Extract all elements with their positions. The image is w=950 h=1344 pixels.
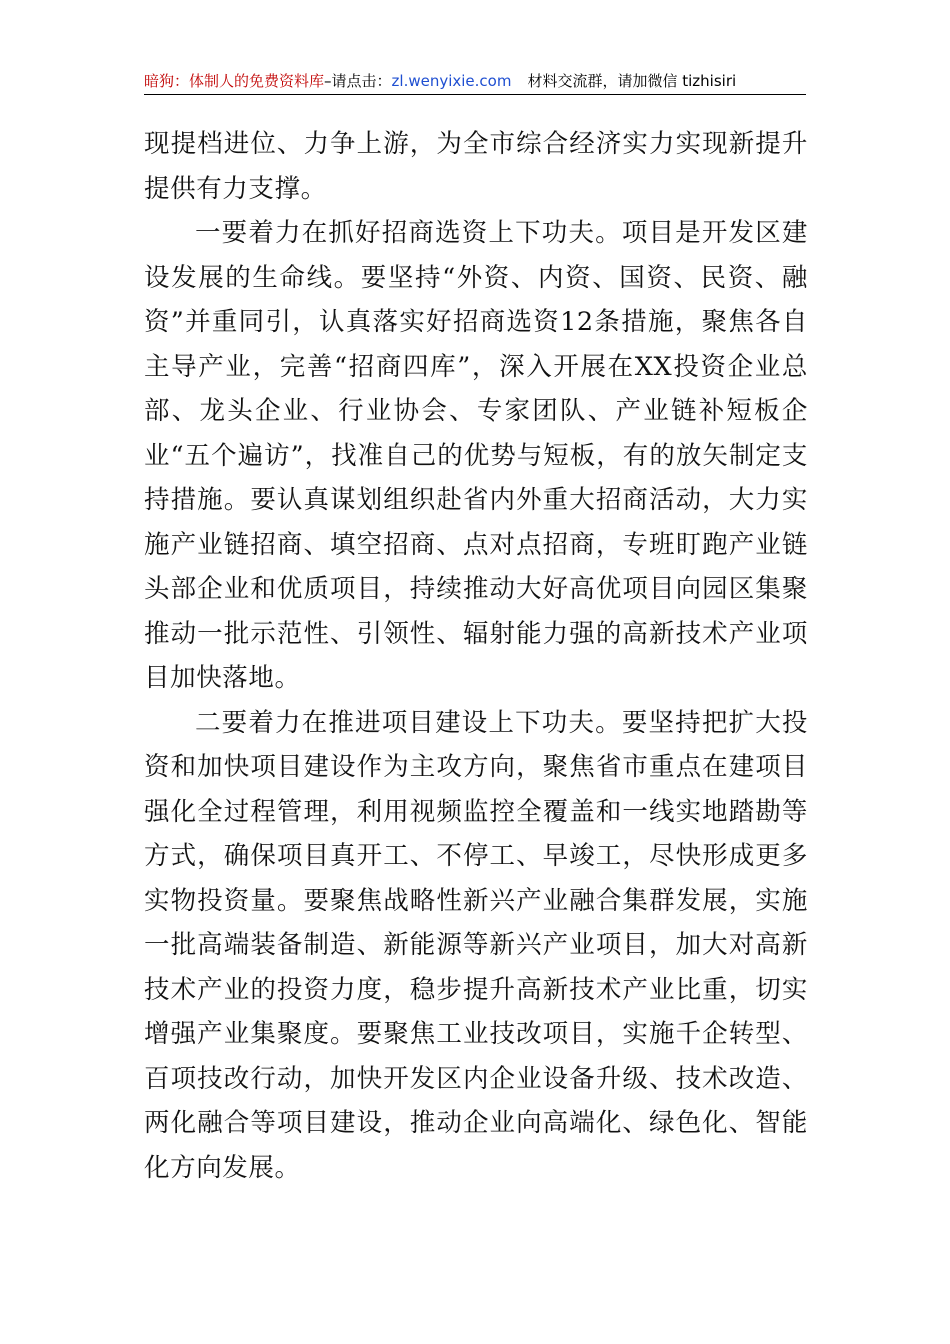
- document-body: [144, 122, 808, 1190]
- page-header: [144, 68, 806, 95]
- header-group-info: 材料交流群，请加微信 tizhisiri: [527, 72, 737, 90]
- paragraph-continuation: 现提档进位、力争上游，为全市综合经济实力实现新提升提供有力支撑。: [144, 129, 808, 204]
- paragraph-project-construction: 二要着力在推进项目建设上下功夫。要坚持把扩大投资和加快项目建设作为主攻方向，聚焦省市重点在建项目强化全过程管理，利用视频监控全覆盖和一线实地踏勘等方式，确保项目真开工、不停工、早竣工，尽快形成更多实物投资量。要聚焦战略性新兴产业融合集群发展，实施一批高端装备制造、新能源等新兴产业项目，加大对高新技术产业的投资力度，稳步提升高新技术产业比重，切实增强产业集聚度。要聚焦工业技改项目，实施千企转型、百项技改行动，加快开发区内企业设备升级、技术改造、两化融合等项目建设，推动企业向高端化、绿色化、智能化方向发展。: [144, 707, 808, 1183]
- header-brand: 暗狗：体制人的免费资料库: [144, 72, 325, 90]
- header-click-prompt: –请点击：: [324, 72, 392, 90]
- paragraph-investment-attraction: 一要着力在抓好招商选资上下功夫。项目是开发区建设发展的生命线。要坚持“外资、内资、国资、民资、融资”并重同引，认真落实好招商选资12条措施，聚焦各自主导产业，完善“招商四库”，深入开展在XX投资企业总部、龙头企业、行业协会、专家团队、产业链补短板企业“五个遍访”，找准自己的优势与短板，有的放矢制定支持措施。要认真谋划组织赴省内外重大招商活动，大力实施产业链招商、填空招商、点对点招商，专班盯跑产业链头部企业和优质项目，持续推动大好高优项目向园区集聚推动一批示范性、引领性、辐射能力强的高新技术产业项目加快落地。: [144, 218, 808, 693]
- header-url-link[interactable]: zl.wenyixie.com: [391, 72, 512, 90]
